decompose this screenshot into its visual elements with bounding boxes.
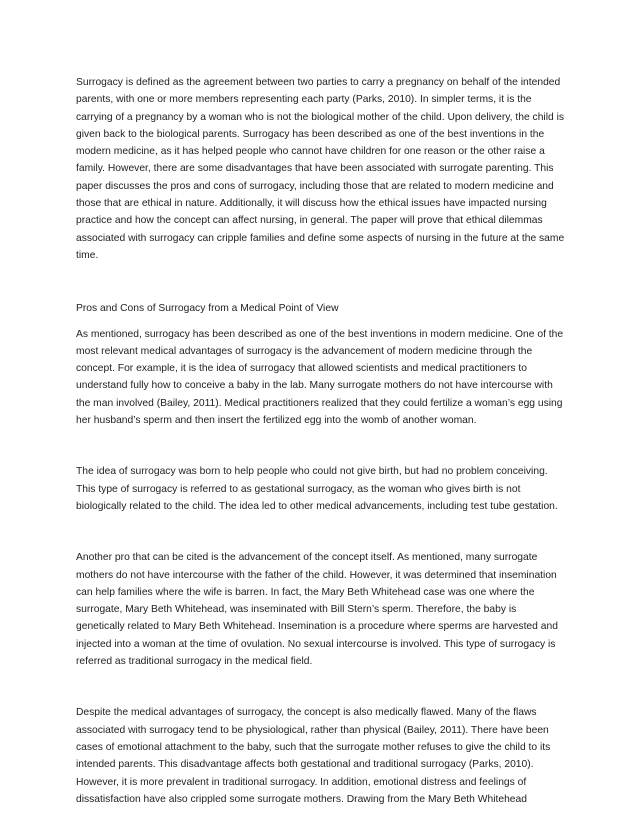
intro-paragraph: Surrogacy is defined as the agreement between two parties to carry a pregnancy on behalf of the intended parents, with one or more members representing each party (Parks, 2010). In simpler terms, it is the carrying of a pregnancy by a woman who is not the biological mother of the child. Upon delivery, the child is given back to the biological parents. Surrogacy has been described as one of the best inventions in the modern medicine, as it has helped people who cannot have children for one reason or the other raise a family. However, there are some disadvantages that have been associated with surrogate parenting. This paper discusses the pros and cons of surrogacy, including those that are related to modern medicine and those that are ethical in nature. Additionally, it will discuss how the ethical issues have impacted nursing practice and how the concept can affect nursing, in general. The paper will prove that ethical dilemmas associated with surrogacy can cripple families and define some aspects of nursing in the future at the same time. [76, 77, 565, 261]
paragraph-1: As mentioned, surrogacy has been described as one of the best inventions in modern medicine. One of the most relevant medical advantages of surrogacy is the advancement of modern medicine through the concept. For example, it is the idea of surrogacy that allowed scientists and medical practitioners to understand fully how to conceive a baby in the lab. Many surrogate mothers do not have intercourse with the man involved (Bailey, 2011). Medical practitioners realized that they could fertilize a woman’s egg using her husband’s sperm and then insert the fertilized egg into the womb of another woman. [76, 328, 564, 427]
paragraph-2: The idea of surrogacy was born to help people who could not give birth, but had no problem conceiving. This type of surrogacy is referred to as gestational surrogacy, as the woman who gives birth is not biologically related to the child. The idea led to other medical advancements, including test tube gestation. [76, 466, 558, 512]
document-body [76, 74, 566, 808]
section-heading: Pros and Cons of Surrogacy from a Medical Point of View [76, 303, 339, 315]
paragraph-3: Another pro that can be cited is the advancement of the concept itself. As mentioned, many surrogate mothers do not have intercourse with the father of the child. However, it was determined that insemination can help families where the wife is barren. In fact, the Mary Beth Whitehead case was one where the surrogate, Mary Beth Whitehead, was inseminated with Bill Stern’s sperm. Therefore, the baby is genetically related to Mary Beth Whitehead. Insemination is a procedure where sperms are harvested and injected into a woman at the time of ovulation. No sexual intercourse is involved. This type of surrogacy is referred as traditional surrogacy in the medical field. [76, 552, 558, 668]
paragraph-4: Despite the medical advantages of surrogacy, the concept is also medically flawed. Many of the flaws associated with surrogacy tend to be physiological, rather than physical (Bailey, 2011). There have been cases of emotional attachment to the baby, such that the surrogate mother refuses to give the child to its intended parents. This disadvantage affects both gestational and traditional surrogacy (Parks, 2010). However, it is more prevalent in traditional surrogacy. In addition, emotional distress and feelings of dissatisfaction have also crippled some surrogate mothers. Drawing from the Mary Beth Whitehead [76, 707, 551, 805]
